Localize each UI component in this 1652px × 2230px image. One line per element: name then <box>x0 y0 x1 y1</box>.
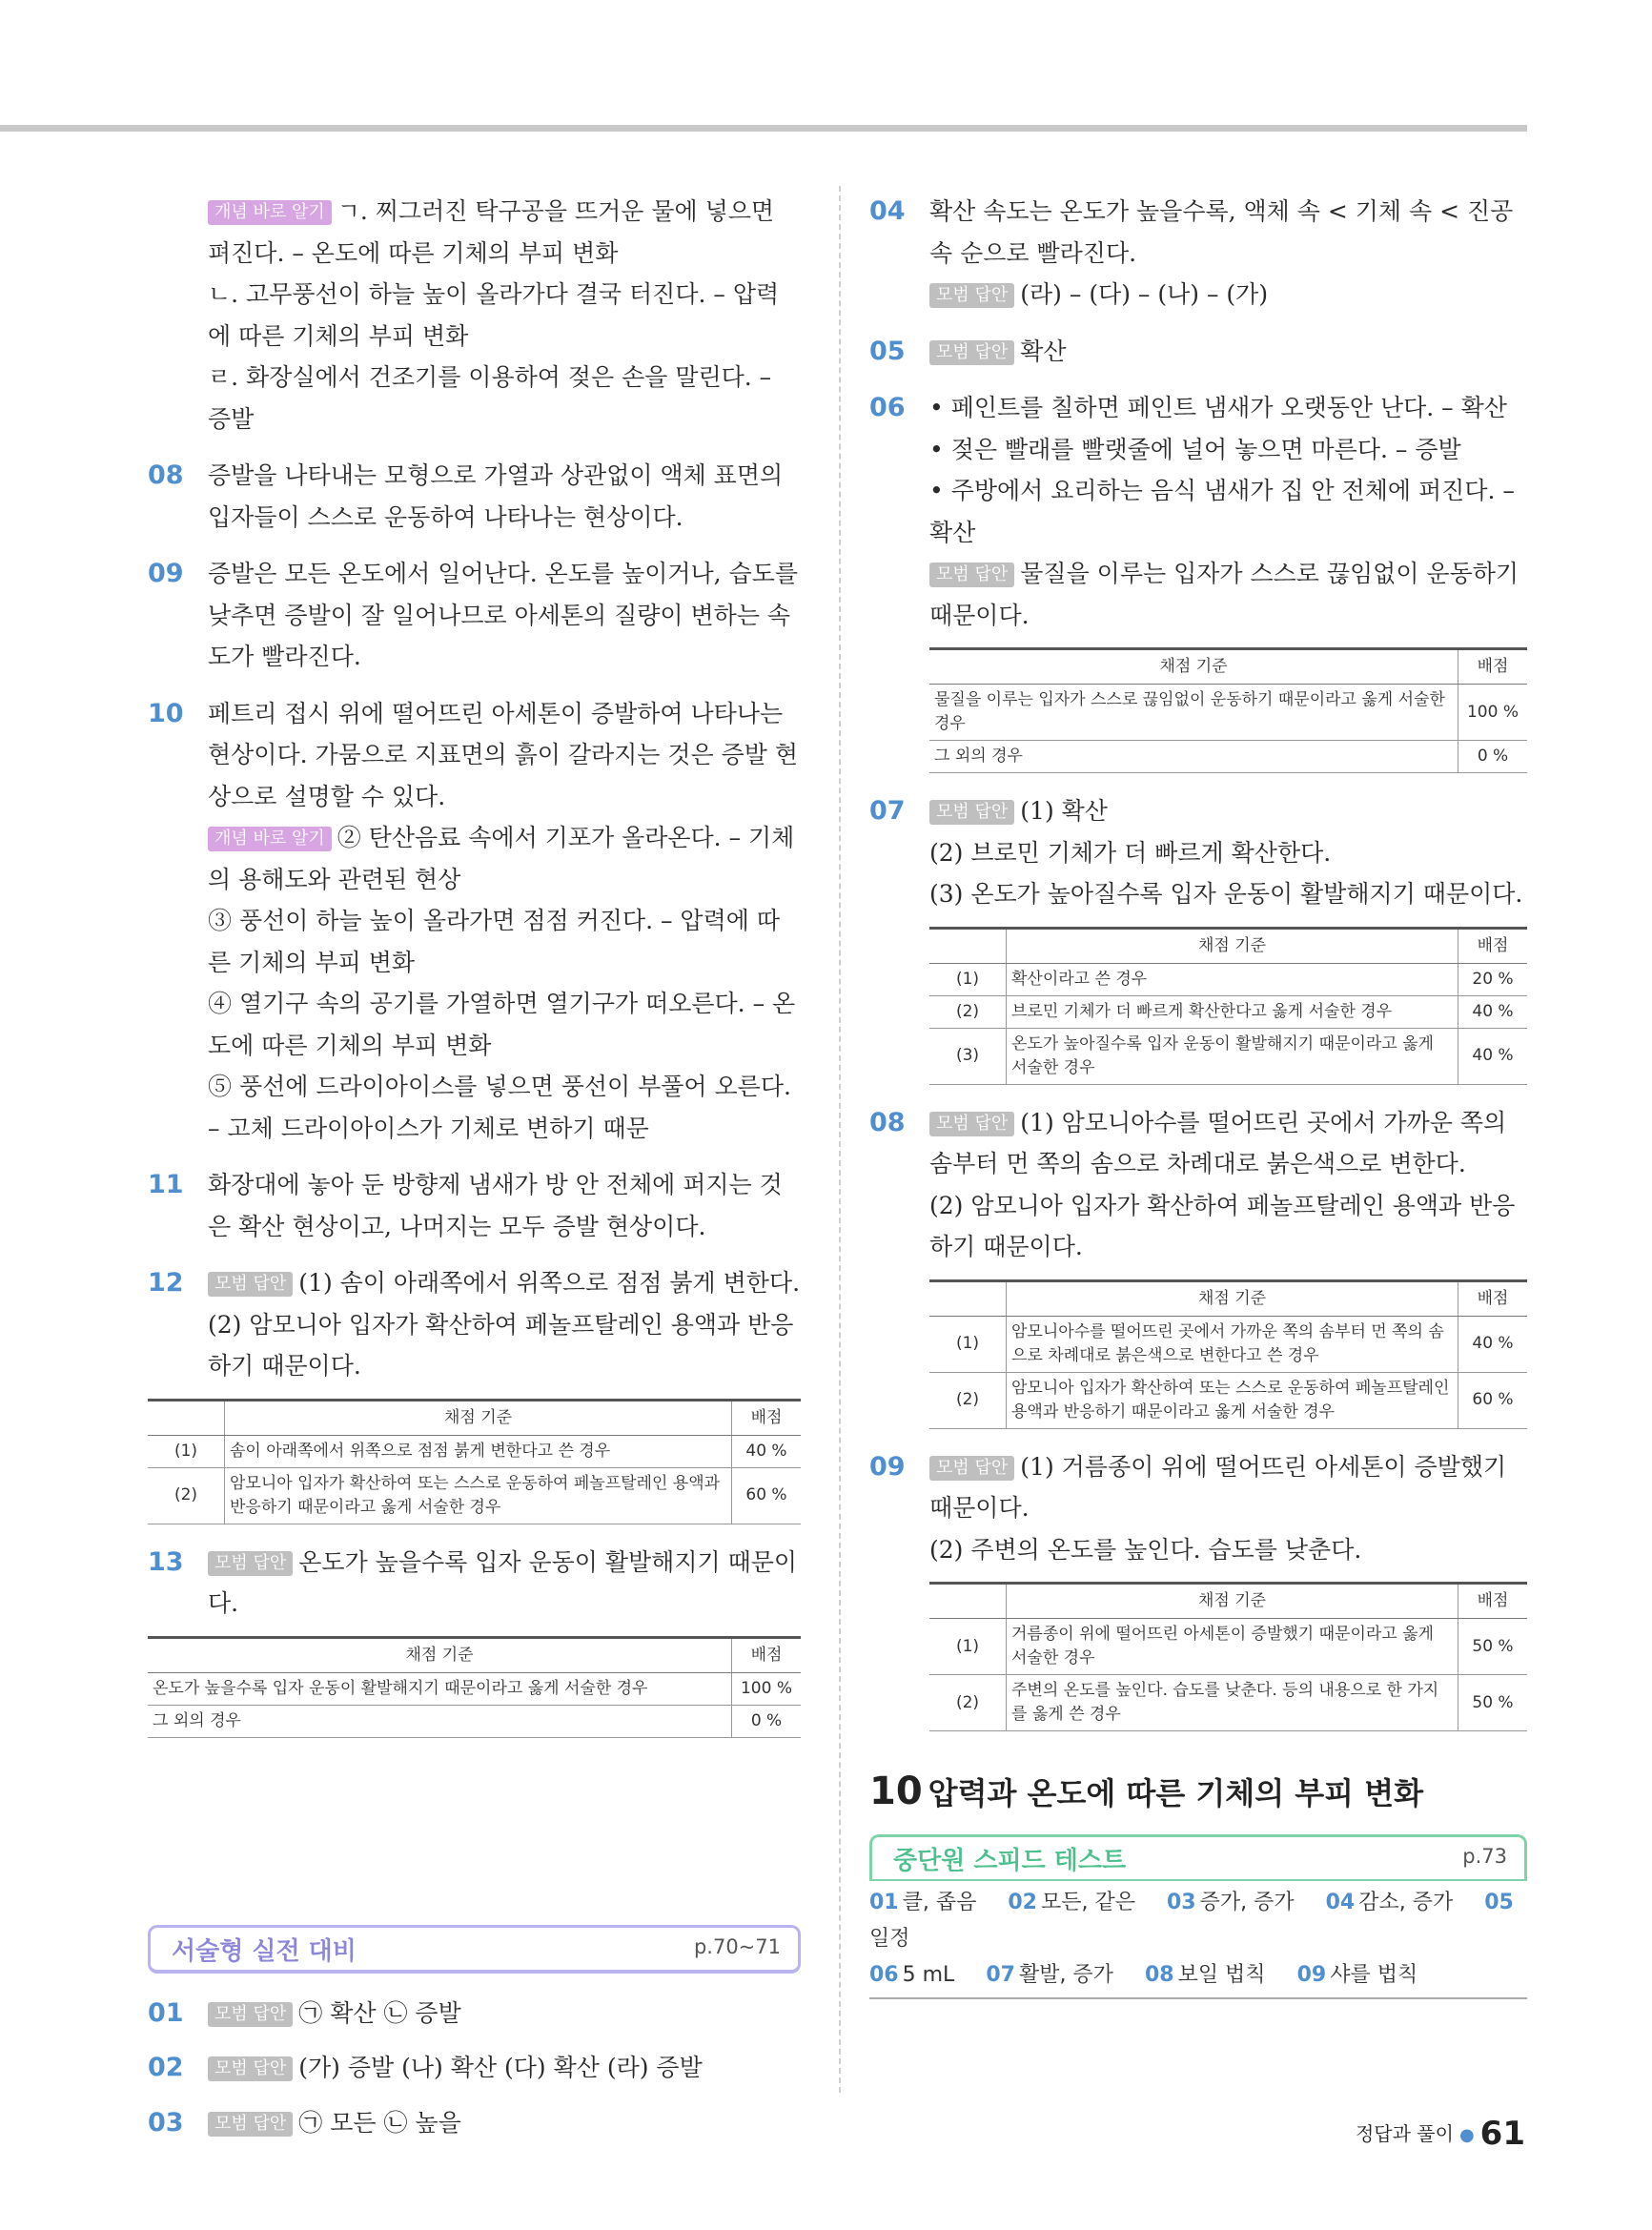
section-header <box>148 1925 801 1974</box>
table-header: 채점 기준 <box>225 1400 732 1435</box>
table-row: 그 외의 경우 0 % <box>929 741 1527 773</box>
question-number: 11 <box>148 1170 184 1199</box>
table-row: (2) 브로민 기체가 더 빠르게 확산한다고 옳게 서술한 경우 40 % <box>929 995 1527 1028</box>
concept-line: ⑤ 풍선에 드라이아이스를 넣으면 풍선이 부풀어 오른다. – 고체 드라이아이스가 기체로 변하기 때문 <box>208 1073 791 1142</box>
table-header: 채점 기준 <box>1007 928 1458 963</box>
table-row: (1) 거름종이 위에 떨어뜨린 아세톤이 증발했기 때문이라고 옳게 서술한 경우 50 % <box>929 1619 1527 1675</box>
speed-test-answers <box>869 1879 1527 1999</box>
footer-label: 정답과 풀이 <box>1355 2122 1454 2145</box>
question-07 <box>869 790 1527 915</box>
question-number: 12 <box>148 1268 184 1298</box>
table-header: 배점 <box>1458 1280 1528 1316</box>
question-08-right <box>869 1102 1527 1268</box>
section-page-ref: p.70~71 <box>693 1934 781 1958</box>
table-row: (3) 온도가 높아질수록 입자 운동이 활발해지기 때문이라고 옳게 서술한 경우 40 % <box>929 1028 1527 1084</box>
speed-answer: 01 클, 좁음 <box>869 1891 977 1914</box>
explanation-text: 화장대에 놓아 둔 방향제 냄새가 방 안 전체에 퍼지는 것은 확산 현상이고, 나머지는 모두 증발 현상이다. <box>208 1171 783 1240</box>
answer-line: (가) 증발 (나) 확산 (다) 확산 (라) 증발 <box>298 2054 703 2081</box>
top-rule <box>0 125 1527 132</box>
concept-tag: 개념 바로 알기 <box>208 200 332 225</box>
table-row: (1) 확산이라고 쓴 경우 20 % <box>929 963 1527 995</box>
page-number: 61 <box>1479 2115 1525 2153</box>
question-06 <box>869 387 1527 636</box>
question-number: 04 <box>869 196 906 226</box>
answer-line: (3) 온도가 높아질수록 입자 운동이 활발해지기 때문이다. <box>929 880 1523 908</box>
explanation-text: 페트리 접시 위에 떨어뜨린 아세톤이 증발하여 나타나는 현상이다. 가뭄으로 지표면의 흙이 갈라지는 것은 증발 현상으로 설명할 수 있다. <box>208 699 799 810</box>
question-number: 01 <box>148 1997 184 2028</box>
model-answer-tag: 모범 답안 <box>929 800 1014 825</box>
question-13 <box>148 1542 801 1625</box>
table-header: 채점 기준 <box>148 1637 732 1672</box>
model-answer-tag: 모범 답안 <box>929 340 1014 365</box>
speed-answer: 07 활발, 증가 <box>986 1963 1113 1987</box>
model-answer-tag: 모범 답안 <box>208 2056 293 2081</box>
concept-line: ④ 열기구 속의 공기를 가열하면 열기구가 떠오른다. – 온도에 따른 기체의 부피 변화 <box>208 990 796 1059</box>
answer-line: (1) 거름종이 위에 떨어뜨린 아세톤이 증발했기 때문이다. <box>929 1452 1507 1522</box>
answer-row <box>869 1885 1527 1957</box>
scoring-table-06 <box>929 647 1527 773</box>
concept-line: ㄱ. 찌그러진 탁구공을 뜨거운 물에 넣으면 펴진다. – 온도에 따른 기체의 부피 변화 <box>208 197 775 267</box>
scoring-table-08 <box>929 1279 1527 1429</box>
question-08 <box>148 455 801 538</box>
scoring-table-12 <box>148 1399 801 1524</box>
answer-line: ㉠ 확산 ㉡ 증발 <box>298 1998 461 2027</box>
speed-answer: 05일정 <box>869 1891 1514 1951</box>
model-answer-tag: 모범 답안 <box>208 1551 293 1576</box>
table-row: (2) 암모니아 입자가 확산하여 또는 스스로 운동하여 페놀프탈레인 용액과 반응하기 때문이라고 옳게 서술한 경우 60 % <box>148 1467 801 1524</box>
chapter-name: 압력과 온도에 따른 기체의 부피 변화 <box>928 1775 1424 1811</box>
model-answer-tag: 모범 답안 <box>929 1456 1014 1481</box>
question-number: 03 <box>148 2107 184 2138</box>
column-divider <box>839 186 841 2093</box>
question-10 <box>148 693 801 1150</box>
model-answer-tag: 모범 답안 <box>208 1272 293 1297</box>
scoring-table-09 <box>929 1582 1527 1731</box>
practice-03 <box>148 2102 801 2144</box>
table-row: (1) 솜이 아래쪽에서 위쪽으로 점점 붉게 변한다고 쓴 경우 40 % <box>148 1435 801 1467</box>
speed-answer: 03 증가, 증가 <box>1167 1891 1295 1914</box>
practice-01 <box>148 1993 801 2035</box>
speed-answer: 06 5 mL <box>869 1963 955 1987</box>
page-footer <box>1356 2115 1525 2153</box>
concept-line: ② 탄산음료 속에서 기포가 올라온다. – 기체의 용해도와 관련된 현상 <box>208 824 795 893</box>
question-number: 08 <box>148 460 184 490</box>
concept-line: ㄹ. 화장실에서 건조기를 이용하여 젖은 손을 말린다. – 증발 <box>208 363 772 433</box>
bullet-dot-icon: ● <box>1458 2125 1475 2145</box>
chapter-number: 10 <box>869 1770 923 1813</box>
model-answer-tag: 모범 답안 <box>929 563 1014 587</box>
answer-line: (2) 암모니아 입자가 확산하여 페놀프탈레인 용액과 반응하기 때문이다. <box>208 1310 794 1380</box>
answer-line: (2) 브로민 기체가 더 빠르게 확산한다. <box>929 838 1332 867</box>
concept-line: ㄴ. 고무풍선이 하늘 높이 올라가다 결국 터진다. – 압력에 따른 기체의 부피 변화 <box>208 280 780 350</box>
table-row: (1) 암모니아수를 떨어뜨린 곳에서 가까운 쪽의 솜부터 먼 쪽의 솜으로 차례대로 붉은색으로 변한다고 쓴 경우 40 % <box>929 1316 1527 1372</box>
question-number: 05 <box>869 336 906 366</box>
table-row: 그 외의 경우 0 % <box>148 1705 801 1737</box>
answer-line: 물질을 이루는 입자가 스스로 끊임없이 운동하기 때문이다. <box>929 560 1519 629</box>
speed-answer: 09 샤를 법칙 <box>1296 1963 1418 1987</box>
right-column <box>869 191 1527 1999</box>
scoring-table-13 <box>148 1636 801 1738</box>
question-number: 07 <box>869 796 906 826</box>
bullet-line: • 페인트를 칠하면 페인트 냄새가 오랫동안 난다. – 확산 <box>929 394 1507 421</box>
explanation-text: 증발을 나타내는 모형으로 가열과 상관없이 액체 표면의 입자들이 스스로 운동하여 나타나는 현상이다. <box>208 461 784 531</box>
answer-line: 온도가 높을수록 입자 운동이 활발해지기 때문이다. <box>208 1547 798 1617</box>
concept-check-block <box>148 191 801 440</box>
answer-row <box>869 1957 1527 1994</box>
answer-line: (1) 확산 <box>1020 797 1108 825</box>
section-title: 중단원 스피드 테스트 <box>893 1847 1127 1875</box>
answer-line: (2) 주변의 온도를 높인다. 습도를 낮춘다. <box>929 1535 1362 1564</box>
answer-line: ㉠ 모든 ㉡ 높을 <box>298 2108 461 2137</box>
question-number: 06 <box>869 393 906 422</box>
speed-answer: 04 감소, 증가 <box>1325 1891 1454 1914</box>
question-09-right <box>869 1446 1527 1571</box>
speed-answer: 08 보일 법칙 <box>1144 1963 1266 1987</box>
explanation-text: 증발은 모든 온도에서 일어난다. 온도를 높이거나, 습도를 낮추면 증발이 잘 일어나므로 아세톤의 질량이 변하는 속도가 빨라진다. <box>208 560 799 670</box>
model-answer-tag: 모범 답안 <box>208 2002 293 2027</box>
question-11 <box>148 1164 801 1247</box>
table-header: 배점 <box>1458 928 1528 963</box>
table-row: 물질을 이루는 입자가 스스로 끊임없이 운동하기 때문이라고 옳게 서술한 경우 100 % <box>929 685 1527 741</box>
table-header: 배점 <box>732 1400 802 1435</box>
question-number: 10 <box>148 698 184 728</box>
table-row: (2) 암모니아 입자가 확산하여 또는 스스로 운동하여 페놀프탈레인 용액과 반응하기 때문이라고 옳게 서술한 경우 60 % <box>929 1372 1527 1428</box>
question-04 <box>869 191 1527 316</box>
model-answer-tag: 모범 답안 <box>929 1112 1014 1136</box>
table-header: 채점 기준 <box>1007 1584 1458 1619</box>
table-header: 채점 기준 <box>929 649 1458 685</box>
table-row: 온도가 높을수록 입자 운동이 활발해지기 때문이라고 옳게 서술한 경우 100 % <box>148 1672 801 1705</box>
question-number: 09 <box>869 1451 906 1482</box>
concept-tag: 개념 바로 알기 <box>208 827 332 851</box>
left-column <box>148 191 801 2158</box>
scoring-table-07 <box>929 927 1527 1085</box>
table-header: 배점 <box>1458 649 1528 685</box>
chapter-title <box>869 1770 1527 1813</box>
question-09 <box>148 553 801 678</box>
question-12 <box>148 1262 801 1387</box>
bullet-line: • 젖은 빨래를 빨랫줄에 널어 놓으면 마른다. – 증발 <box>929 435 1461 463</box>
answer-line: (2) 암모니아 입자가 확산하여 페놀프탈레인 용액과 반응하기 때문이다. <box>929 1191 1516 1260</box>
section-page-ref: p.73 <box>1462 1845 1507 1868</box>
answer-line: (1) 솜이 아래쪽에서 위쪽으로 점점 붉게 변한다. <box>298 1269 801 1297</box>
concept-line: ③ 풍선이 하늘 높이 올라가면 점점 커진다. – 압력에 따른 기체의 부피 변화 <box>208 907 780 976</box>
question-05 <box>869 331 1527 373</box>
section-title: 서술형 실전 대비 <box>172 1936 357 1966</box>
table-row: (2) 주변의 온도를 높인다. 습도를 낮춘다. 등의 내용으로 한 가지를 옳게 쓴 경우 50 % <box>929 1675 1527 1731</box>
question-number: 13 <box>148 1546 184 1577</box>
answer-line: (라) – (다) – (나) – (가) <box>1020 280 1269 308</box>
practice-02 <box>148 2047 801 2089</box>
question-number: 02 <box>148 2053 184 2082</box>
table-header: 배점 <box>732 1637 802 1672</box>
bullet-line: • 주방에서 요리하는 음식 냄새가 집 안 전체에 퍼진다. – 확산 <box>929 477 1515 546</box>
model-answer-tag: 모범 답안 <box>208 2112 293 2137</box>
speed-answer: 02 모든, 같은 <box>1008 1891 1135 1914</box>
model-answer-tag: 모범 답안 <box>929 283 1014 308</box>
question-number: 09 <box>148 559 184 588</box>
speed-test-header <box>869 1834 1527 1879</box>
table-header: 채점 기준 <box>1007 1280 1458 1316</box>
question-number: 08 <box>869 1107 906 1137</box>
table-header: 배점 <box>1458 1584 1528 1619</box>
explanation-text: 확산 속도는 온도가 높을수록, 액체 속 < 기체 속 < 진공 속 순으로 빨라진다. <box>929 197 1514 267</box>
answer-line: 확산 <box>1020 337 1067 365</box>
answer-line: (1) 암모니아수를 떨어뜨린 곳에서 가까운 쪽의 솜부터 먼 쪽의 솜으로 차례대로 붉은색으로 변한다. <box>929 1108 1507 1177</box>
